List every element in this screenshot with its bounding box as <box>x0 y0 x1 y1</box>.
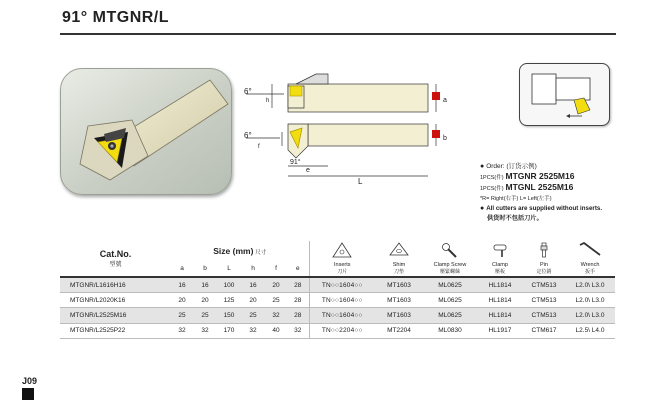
cat-cell: MTGNR/L2525P22 <box>60 323 171 338</box>
cell-insert: TN○○1604○○ <box>309 308 375 323</box>
dim-b-label: b <box>443 135 447 142</box>
table-row <box>60 323 615 338</box>
cell-insert: TN○○1604○○ <box>309 277 375 293</box>
cell-a: 32 <box>171 323 193 338</box>
cell-clamp: HL1814 <box>477 277 523 293</box>
cell-pin: CTM513 <box>523 277 565 293</box>
order-info: ● Order: (订货示例) 1PCS(件) MTGNR 2525M16 1PCS(件) MTGNL 2525M16 *R= Right(右手) L= Left(左手) ● All cutters are supplied without inserts. 供货时不包括刀片。 <box>480 162 650 224</box>
dim-h-label: h <box>266 98 270 104</box>
page-title: 91° MTGNR/L <box>62 9 170 26</box>
note-en: All cutters are supplied without inserts. <box>486 205 603 213</box>
angle-top-label: 6° <box>244 87 252 96</box>
cell-L: 170 <box>217 323 241 338</box>
cell-clamp: HL1814 <box>477 293 523 308</box>
component-shim: Shim 刀垫 <box>375 260 423 277</box>
hand-note: *R= Right(右手) L= Left(左手) <box>480 195 552 202</box>
pin-icon <box>534 242 554 258</box>
dim-f-label: f <box>258 144 260 150</box>
order-qty-2: 1PCS(件) <box>480 186 504 193</box>
size-header-zh: 尺寸 <box>255 249 267 256</box>
angle-bottom-label: 6° <box>244 131 252 140</box>
cell-wrench: L2.0\ L3.0 <box>565 293 615 308</box>
cell-f: 25 <box>265 293 287 308</box>
insert-triangle-icon <box>332 242 352 258</box>
order-code-1: MTGNR 2525M16 <box>505 170 575 181</box>
cell-insert: TN○○1604○○ <box>309 293 375 308</box>
size-col-h: h <box>241 260 265 277</box>
cell-pin: CTM513 <box>523 308 565 323</box>
turning-direction-icon <box>520 64 609 125</box>
cell-clamp: HL1917 <box>477 323 523 338</box>
component-clamp-screw: Clamp Screw 壓緊螺絲 <box>423 260 477 277</box>
cell-screw: ML0830 <box>423 323 477 338</box>
cat-cell: MTGNR/L2525M16 <box>60 308 171 323</box>
cat-no-header-zh: 型號 <box>109 262 122 268</box>
component-wrench: Wrench 扳手 <box>565 260 615 277</box>
cell-f: 20 <box>265 277 287 293</box>
cell-L: 100 <box>217 277 241 293</box>
clamp-screw-icon <box>440 242 460 258</box>
size-header: Size (mm) <box>213 245 254 256</box>
clamp-icon <box>490 242 510 258</box>
title-divider <box>60 33 616 35</box>
cell-wrench: L2.0\ L3.0 <box>565 277 615 293</box>
cat-cell: MTGNR/L2020K16 <box>60 293 171 308</box>
cell-h: 25 <box>241 308 265 323</box>
page-marker <box>22 388 34 400</box>
cell-screw: ML0625 <box>423 293 477 308</box>
cell-b: 16 <box>193 277 217 293</box>
cell-b: 20 <box>193 293 217 308</box>
cell-h: 32 <box>241 323 265 338</box>
cell-screw: ML0625 <box>423 308 477 323</box>
angle-lead-label: 91° <box>290 159 301 166</box>
cell-h: 16 <box>241 277 265 293</box>
cell-clamp: HL1814 <box>477 308 523 323</box>
cell-insert: TN○○2204○○ <box>309 323 375 338</box>
cell-L: 125 <box>217 293 241 308</box>
cell-a: 20 <box>171 293 193 308</box>
cell-shim: MT1603 <box>375 277 423 293</box>
cell-b: 25 <box>193 308 217 323</box>
spec-table <box>60 241 615 339</box>
shim-icon <box>389 242 409 258</box>
cell-e: 28 <box>287 277 309 293</box>
cell-a: 16 <box>171 277 193 293</box>
page-number: J09 <box>22 376 38 386</box>
size-col-f: f <box>265 260 287 277</box>
order-code-2: MTGNL 2525M16 <box>505 182 574 193</box>
table-row <box>60 293 615 308</box>
cell-pin: CTM513 <box>523 293 565 308</box>
dim-a-label: a <box>443 97 447 104</box>
dim-e-label: e <box>306 167 310 174</box>
cat-no-header: Cat.No. <box>99 249 132 259</box>
cell-h: 20 <box>241 293 265 308</box>
cell-shim: MT1603 <box>375 293 423 308</box>
cell-e: 28 <box>287 308 309 323</box>
cell-wrench: L2.5\ L4.0 <box>565 323 615 338</box>
cell-L: 150 <box>217 308 241 323</box>
cell-shim: MT2204 <box>375 323 423 338</box>
table-row <box>60 277 615 293</box>
dim-L-label: L <box>358 177 363 186</box>
order-heading: Order: (订货示例) <box>486 163 537 170</box>
component-pin: Pin 定位銷 <box>523 260 565 277</box>
size-col-L: L <box>217 260 241 277</box>
cell-shim: MT1603 <box>375 308 423 323</box>
cell-screw: ML0625 <box>423 277 477 293</box>
order-qty-1: 1PCS(件) <box>480 174 504 181</box>
cell-f: 32 <box>265 308 287 323</box>
cell-e: 28 <box>287 293 309 308</box>
cell-wrench: L2.0\ L3.0 <box>565 308 615 323</box>
size-col-a: a <box>171 260 193 277</box>
size-col-e: e <box>287 260 309 277</box>
tool-holder-illustration <box>60 68 232 195</box>
cell-a: 25 <box>171 308 193 323</box>
size-col-b: b <box>193 260 217 277</box>
product-photo <box>60 68 232 195</box>
table-row <box>60 308 615 323</box>
cell-pin: CTM617 <box>523 323 565 338</box>
cell-e: 32 <box>287 323 309 338</box>
application-diagram <box>519 63 610 126</box>
wrench-icon <box>578 242 602 258</box>
technical-drawing <box>236 66 468 198</box>
cell-f: 40 <box>265 323 287 338</box>
component-inserts: Inserts 刀片 <box>309 260 375 277</box>
component-clamp: Clamp 壓板 <box>477 260 523 277</box>
note-zh: 供货时不包括刀片。 <box>487 214 543 222</box>
cell-b: 32 <box>193 323 217 338</box>
cat-cell: MTGNR/L1616H16 <box>60 277 171 293</box>
